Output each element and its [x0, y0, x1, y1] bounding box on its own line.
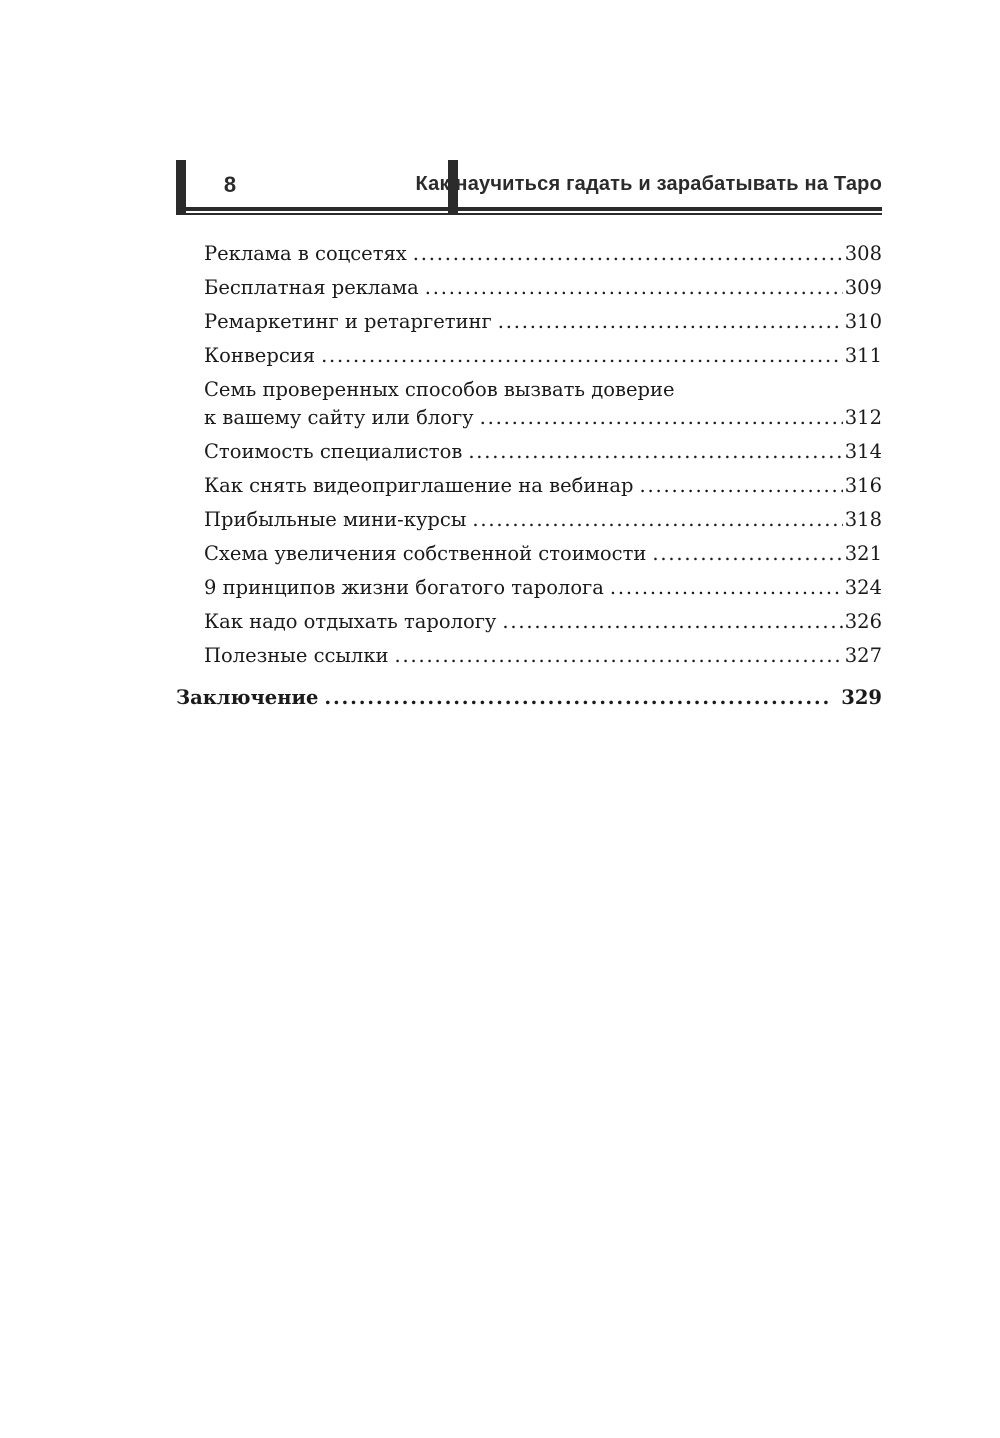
toc-entry-page: 309	[844, 276, 882, 299]
running-header	[176, 160, 882, 220]
dot-leader	[413, 240, 843, 268]
toc-entry-title-line2: к вашему сайту или блогу	[204, 406, 474, 429]
dot-leader	[395, 642, 843, 670]
dot-leader	[324, 684, 829, 712]
toc-entry-title: Прибыльные мини-курсы	[204, 508, 467, 531]
toc-entry[interactable]	[176, 438, 882, 466]
toc-entry[interactable]	[176, 342, 882, 370]
toc-entry[interactable]	[176, 574, 882, 602]
toc-entry-title: Ремаркетинг и ретаргетинг	[204, 310, 492, 333]
dot-leader	[468, 438, 842, 466]
toc-entry-page: 308	[844, 242, 882, 265]
dot-leader	[480, 404, 843, 432]
toc-entry-page: 326	[844, 610, 882, 633]
dot-leader	[502, 608, 842, 636]
toc-entry-title: Как надо отдыхать тарологу	[204, 610, 497, 633]
toc-entry-title: Реклама в соцсетях	[204, 242, 407, 265]
toc-entry[interactable]	[176, 376, 882, 432]
header-rule-thick	[176, 207, 882, 211]
toc-chapter-entry[interactable]	[176, 684, 882, 712]
toc-chapter-page: 329	[841, 686, 882, 709]
header-bar-left	[176, 160, 186, 213]
page-number: 8	[223, 172, 237, 197]
toc-entry-page: 324	[844, 576, 882, 599]
toc-entry-page: 310	[844, 310, 882, 333]
toc-entry-title: Схема увеличения собственной стоимости	[204, 542, 647, 565]
toc-entry-title-line1: Семь проверенных способов вызвать доверие	[204, 378, 675, 401]
toc-entry-page: 321	[844, 542, 882, 565]
toc-entry[interactable]	[176, 472, 882, 500]
toc-entry-page: 318	[844, 508, 882, 531]
toc-entry[interactable]	[176, 642, 882, 670]
toc-entry-title: Стоимость специалистов	[204, 440, 463, 463]
dot-leader	[472, 506, 842, 534]
toc-entry-page: 327	[844, 644, 882, 667]
toc-entry[interactable]	[176, 608, 882, 636]
toc-entry[interactable]	[176, 274, 882, 302]
toc-entry[interactable]	[176, 506, 882, 534]
toc-entry-title: Полезные ссылки	[204, 644, 389, 667]
toc-entry-page: 316	[844, 474, 882, 497]
toc-entry-title: Как снять видеоприглашение на вебинар	[204, 474, 634, 497]
toc-entry-page: 314	[844, 440, 882, 463]
toc-entry[interactable]	[176, 240, 882, 268]
toc-entry-title: Бесплатная реклама	[204, 276, 419, 299]
toc-entry-title: Конверсия	[204, 344, 316, 367]
table-of-contents	[176, 240, 882, 718]
toc-entry-page: 311	[844, 344, 882, 367]
toc-entry-page: 312	[844, 406, 882, 429]
toc-entry[interactable]	[176, 540, 882, 568]
dot-leader	[321, 342, 843, 370]
dot-leader	[498, 308, 843, 336]
toc-chapter-title: Заключение	[176, 686, 319, 709]
toc-entry-title: 9 принципов жизни богатого таролога	[204, 576, 604, 599]
toc-entry[interactable]	[176, 308, 882, 336]
dot-leader	[639, 472, 842, 500]
dot-leader	[610, 574, 843, 602]
dot-leader	[652, 540, 842, 568]
header-rule-thin	[176, 213, 882, 215]
running-title: Как научиться гадать и зарабатывать на Таро	[415, 173, 882, 195]
dot-leader	[425, 274, 843, 302]
